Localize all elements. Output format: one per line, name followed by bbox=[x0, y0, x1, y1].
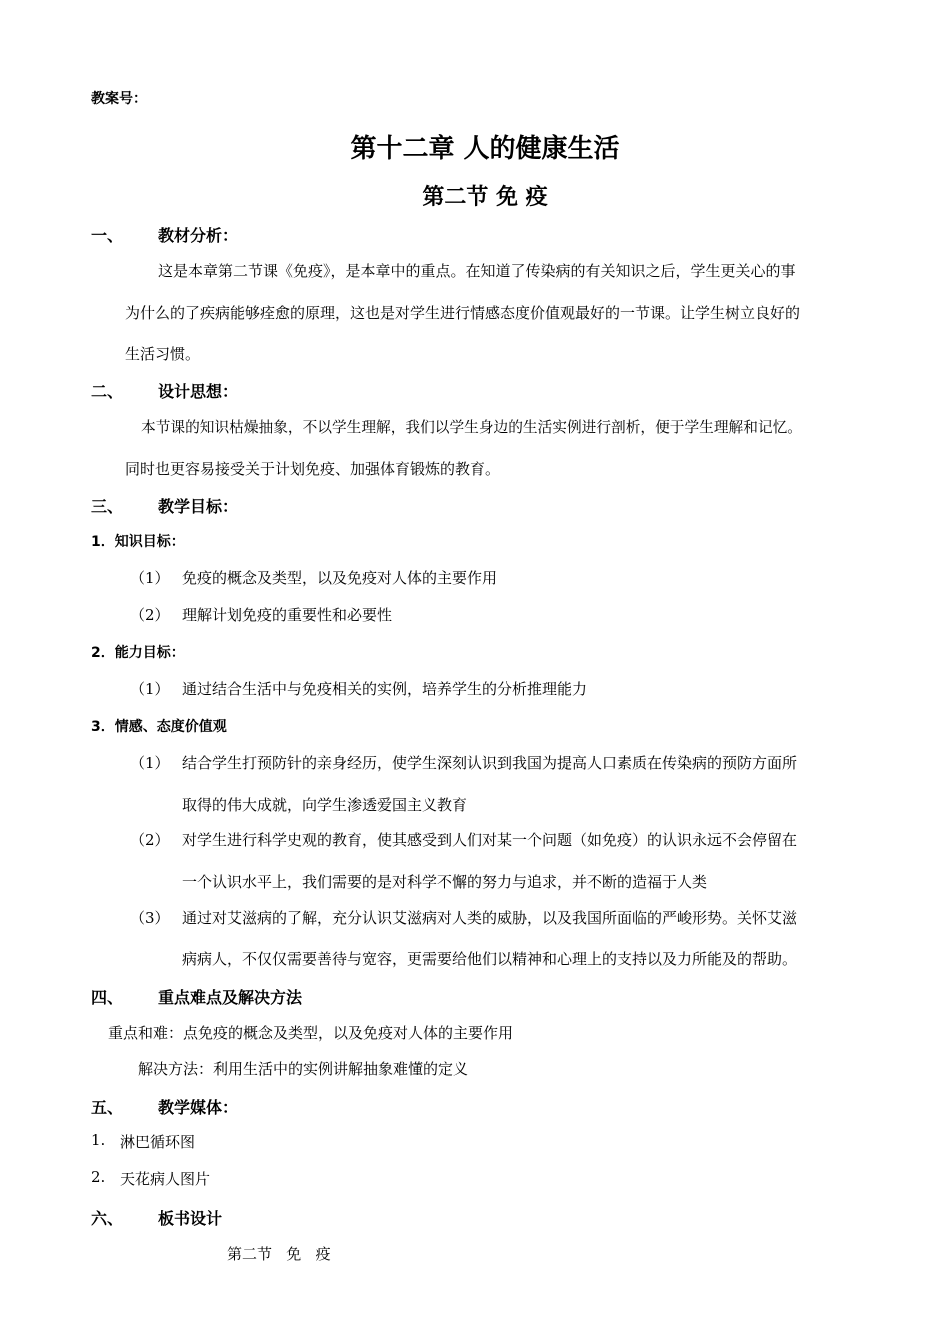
paragraph-line: 这是本章第二节课《免疫》，是本章中的重点。在知道了传染病的有关知识之后，学生更关心的事 bbox=[158, 262, 796, 280]
item-text: 一个认识水平上，我们需要的是对科学不懈的努力与追求，并不断的造福于人类 bbox=[182, 873, 708, 891]
item-text: 淋巴循环图 bbox=[120, 1133, 196, 1151]
chapter-title: 第十二章 人的健康生活 bbox=[350, 134, 620, 164]
section-number: 一、 bbox=[91, 226, 124, 245]
paragraph-line: 同时也更容易接受关于计划免疫、加强体育锻炼的教育。 bbox=[125, 460, 501, 478]
subsection-heading: 2．能力目标： bbox=[91, 645, 185, 661]
section-heading: 重点难点及解决方法 bbox=[158, 988, 303, 1007]
board-design-title: 第二节 免 疫 bbox=[227, 1245, 331, 1263]
item-number: （1） bbox=[130, 680, 170, 698]
item-text: 通过结合生活中与免疫相关的实例，培养学生的分析推理能力 bbox=[182, 680, 588, 698]
item-number: （2） bbox=[130, 831, 170, 849]
item-text: 通过对艾滋病的了解，充分认识艾滋病对人类的威胁，以及我国所面临的严峻形势。关怀艾滋 bbox=[182, 909, 798, 927]
section-number: 四、 bbox=[91, 988, 124, 1007]
section-number: 二、 bbox=[91, 382, 124, 401]
paragraph-line: 生活习惯。 bbox=[125, 345, 201, 363]
section-heading: 教学目标： bbox=[158, 497, 239, 516]
item-number: 2. bbox=[91, 1168, 106, 1186]
paragraph-line: 本节课的知识枯燥抽象，不以学生理解，我们以学生身边的生活实例进行剖析，便于学生理解和记忆。 bbox=[141, 419, 802, 436]
key-difficulty-text: 重点和难：点免疫的概念及类型，以及免疫对人体的主要作用 bbox=[108, 1024, 514, 1042]
section-number: 三、 bbox=[91, 497, 124, 516]
solution-text: 解决方法：利用生活中的实例讲解抽象难懂的定义 bbox=[138, 1060, 469, 1078]
item-text: 取得的伟大成就，向学生渗透爱国主义教育 bbox=[182, 796, 468, 814]
item-text: 病病人，不仅仅需要善待与宽容，更需要给他们以精神和心理上的支持以及力所能及的帮助。 bbox=[182, 950, 798, 968]
item-text: 天花病人图片 bbox=[120, 1170, 211, 1188]
section-heading: 教材分析： bbox=[158, 226, 239, 245]
lesson-number-label: 教案号： bbox=[91, 91, 147, 107]
section-number: 六、 bbox=[91, 1209, 124, 1228]
item-number: （3） bbox=[130, 909, 170, 927]
section-heading: 设计思想： bbox=[158, 382, 239, 401]
item-number: （2） bbox=[130, 606, 170, 624]
subsection-heading: 1．知识目标： bbox=[91, 534, 185, 550]
item-text: 对学生进行科学史观的教育，使其感受到人们对某一个问题（如免疫）的认识永远不会停留在 bbox=[182, 831, 798, 849]
item-number: 1. bbox=[91, 1131, 106, 1149]
item-number: （1） bbox=[130, 569, 170, 587]
section-title: 第二节 免 疫 bbox=[422, 185, 548, 210]
section-number: 五、 bbox=[91, 1098, 124, 1117]
item-number: （1） bbox=[130, 754, 170, 772]
section-heading: 板书设计 bbox=[158, 1209, 223, 1228]
paragraph-line: 为什么的了疾病能够痊愈的原理，这也是对学生进行情感态度价值观最好的一节课。让学生树立良好的 bbox=[125, 304, 801, 322]
item-text: 免疫的概念及类型，以及免疫对人体的主要作用 bbox=[182, 569, 498, 587]
subsection-heading: 3．情感、态度价值观 bbox=[91, 719, 227, 735]
item-text: 理解计划免疫的重要性和必要性 bbox=[182, 606, 393, 624]
item-text: 结合学生打预防针的亲身经历，使学生深刻认识到我国为提高人口素质在传染病的预防方面所 bbox=[182, 754, 798, 772]
section-heading: 教学媒体： bbox=[158, 1098, 239, 1117]
